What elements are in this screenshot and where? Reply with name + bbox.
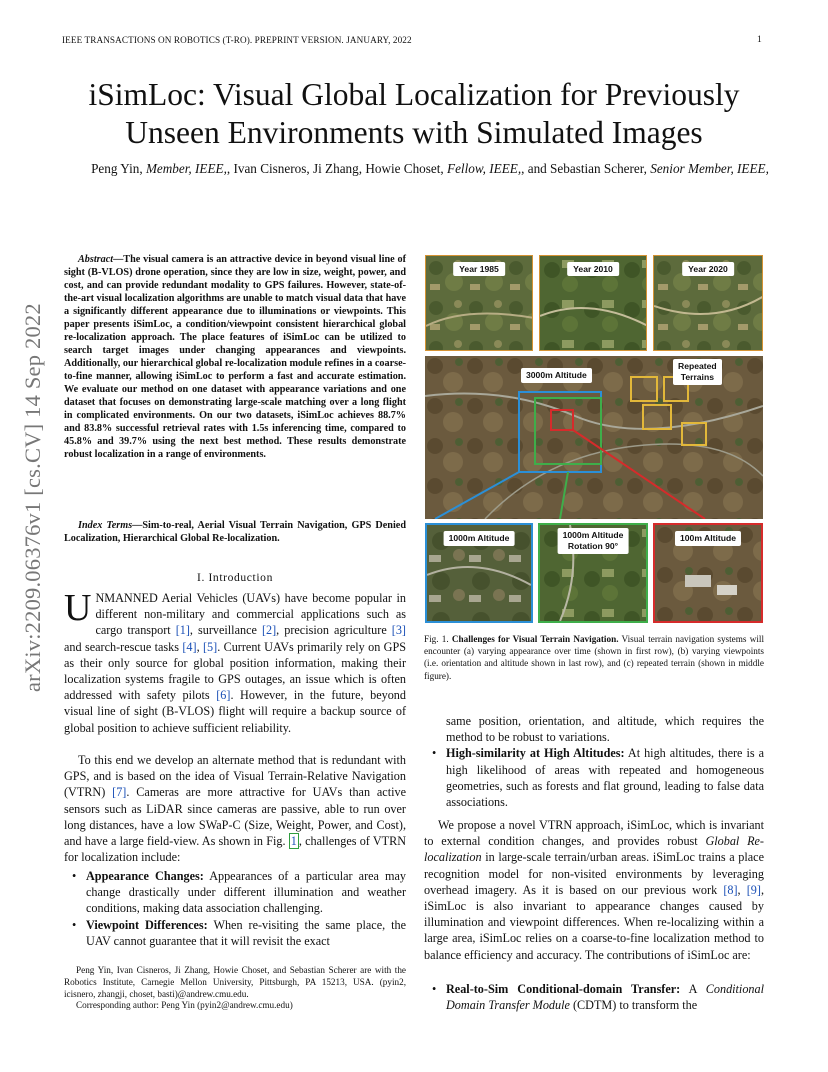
altitude-label-3000m: 3000m Altitude xyxy=(521,368,592,383)
author-role-3: Senior Member, IEEE, xyxy=(650,161,769,176)
text-run: , iSimLoc is also invariant to appearance changes caused by illumination and viewpoint differences. When re-localizing within a large area, iSimLoc relies on a coarse-to-fine localization method to balance efficiency and accuracy. The contributions of iSimLoc are: xyxy=(424,882,765,962)
tile-label-rotated xyxy=(558,528,629,554)
list-item xyxy=(424,745,764,810)
paper-title xyxy=(40,76,788,152)
footnote-corresponding: Corresponding author: Peng Yin (pyin2@andrew.cmu.edu) xyxy=(76,1000,293,1011)
text-run: NMANNED Aerial Vehicles (UAVs) have become popular in different non-military and commercial applications such as cargo transport xyxy=(95,591,406,638)
terrain-tile-1985 xyxy=(425,255,533,351)
contribution-list xyxy=(424,981,764,1013)
author-role-2: Fellow, IEEE, xyxy=(447,161,522,176)
repeated-label-line-1: Repeated xyxy=(678,361,717,371)
caption-bold: Challenges for Visual Terrain Navigation. xyxy=(451,634,619,644)
citation-link[interactable]: [3] xyxy=(391,623,406,638)
index-terms-text: —Sim-to-real, Aerial Visual Terrain Navigation, GPS Denied Localization, Hierarchical Global Re-localization. xyxy=(64,520,406,544)
list-item-heading: Appearance Changes: xyxy=(86,869,204,883)
index-terms xyxy=(64,519,406,545)
figure-ref-link[interactable]: 1 xyxy=(290,834,297,849)
text-run: , xyxy=(737,882,747,897)
abstract-lead: Abstract xyxy=(78,254,114,265)
list-item-heading: High-similarity at High Altitudes: xyxy=(446,746,625,761)
intro-paragraph-3 xyxy=(424,817,764,963)
text-run: , precision agriculture xyxy=(276,623,392,638)
author-role-1: Member, IEEE, xyxy=(145,161,227,176)
text-run: and search-rescue tasks xyxy=(64,639,183,654)
terrain-tile-100m xyxy=(653,523,763,623)
abstract-text: —The visual camera is an attractive device in beyond visual line of sight (B-VLOS) drone operation, since they are low in size, weight, power, and cost, and can provide redundant modality to GPS failures. However, state-of-the-art visual localization algorithms are unable to match visual data that have a significantly different appearance due to illuminations or viewpoints. This paper presents iSimLoc, a condition/viewpoint consistent hierarchical global re-localization approach. The place features of iSimLoc can be utilized to search target images under changing appearances and viewpoints. Additionally, our hierarchical global re-localization module refines in a coarse-to-fine manner, allowing iSimLoc to perform a fast and accurate estimation. We evaluate our method on one dataset with appearance variations and one dataset that focuses on demonstrating large-scale matching over a long flight in complicated environments. On our two datasets, iSimLoc achieves 88.7% and 83.8% successful retrieval rates with 1.5s inferencing time, compared to 45.8% and 39.7% using the next best method. These results demonstrate robust localization in a range of environments. xyxy=(64,254,406,460)
author-text-3: , and Sebastian Scherer, xyxy=(521,161,651,176)
citation-link[interactable]: [1] xyxy=(175,623,190,638)
caption-text: Visual terrain navigation systems will encounter (a) varying appearance over time (shown in first row), (b) varying viewpoints (i.e. orientation and altitude shown in last row), and (c) repeated terrain (shown in middle figure). xyxy=(424,634,764,681)
author-text-1: Peng Yin, xyxy=(91,161,146,176)
terrain-tile-1000m-rotated xyxy=(538,523,648,623)
index-terms-lead: Index Terms xyxy=(78,520,133,531)
terrain-tile-2020 xyxy=(653,255,763,351)
text-run: . Cameras are more attractive for UAVs than active sensors such as LiDAR since cameras are passive, able to run over long distances, have a low SWaP-C (Size, Weight, Power, and Cost), and have a large field-view. As shown in Fig. xyxy=(64,785,406,849)
text-run: . Current UAVs primarily rely on GPS as their only source for global position information, making their localization systems fragile to GPS outages, an issue which is often addressed with safety pilots xyxy=(64,639,407,703)
list-item-continuation xyxy=(424,713,764,745)
tile-label: 1000m Altitude xyxy=(444,531,515,546)
list-item-emphasis: Conditional Domain Transfer Module xyxy=(446,982,764,1013)
list-item xyxy=(64,868,406,917)
challenge-list xyxy=(64,868,406,949)
drop-cap: U xyxy=(64,587,92,629)
citation-link[interactable]: [8] xyxy=(723,882,738,897)
list-item-text: same position, orientation, and altitude, which requires the method to be robust to variations. xyxy=(446,714,764,745)
list-item-text: A xyxy=(680,982,706,996)
citation-link[interactable]: [7] xyxy=(112,785,127,800)
terrain-overview-3000m xyxy=(425,356,763,519)
citation-link[interactable]: [2] xyxy=(261,623,277,638)
text-run: We propose a novel VTRN approach, iSimLoc, which is invariant to external condition changes, and provides robust xyxy=(424,818,764,849)
text-run: , surveillance xyxy=(189,623,262,638)
list-item xyxy=(64,917,406,949)
terrain-tile-1000m xyxy=(425,523,533,623)
figure-1 xyxy=(425,255,763,623)
running-head: IEEE TRANSACTIONS ON ROBOTICS (T-RO). PREPRINT VERSION. JANUARY, 2022 xyxy=(62,35,412,45)
tile-label-line-1: 1000m Altitude xyxy=(562,530,624,540)
author-list xyxy=(90,160,770,178)
citation-link[interactable]: [5] xyxy=(202,639,218,654)
tile-label-line-2: Rotation 90° xyxy=(567,541,619,551)
tile-label: 100m Altitude xyxy=(675,531,741,546)
repeated-terrains-label xyxy=(673,359,722,385)
abstract xyxy=(64,253,406,461)
list-item-heading: Viewpoint Differences: xyxy=(86,917,208,932)
citation-link[interactable]: [9] xyxy=(746,882,761,897)
text-emphasis: Global Re-localization xyxy=(424,834,764,865)
text-run: . However, in the future, beyond visual line of sight (B-VLOS) flight will require a backup source of global position to achieve sufficient reliability. xyxy=(64,688,406,735)
text-run: , xyxy=(196,639,203,654)
arxiv-stamp xyxy=(20,292,50,692)
list-item xyxy=(424,981,764,1013)
figure-caption xyxy=(424,633,764,682)
list-item-text: Appearances of a particular area may change drastically under different illumination and weather conditions, making data association challenging. xyxy=(86,869,407,916)
tile-label: Year 2010 xyxy=(567,262,619,276)
list-item-text: When re-visiting the same place, the UAV cannot guarantee that it will revisit the exact xyxy=(86,917,406,948)
arxiv-stamp-text: arXiv:2209.06376v1 [cs.CV] 14 Sep 2022 xyxy=(20,303,45,692)
section-heading-introduction: I. Introduction xyxy=(197,571,273,584)
list-item-heading: Real-to-Sim Conditional-domain Transfer: xyxy=(446,982,681,996)
challenge-list-continued xyxy=(424,713,764,810)
tile-label: Year 1985 xyxy=(453,262,505,276)
footnote xyxy=(64,965,406,1012)
page-number: 1 xyxy=(757,35,762,45)
intro-paragraph-1 xyxy=(64,587,407,736)
text-run: To this end we develop an alternate method that is redundant with GPS, and is based on the idea of Visual Terrain-Relative Navigation (VTRN) xyxy=(64,753,406,800)
repeated-label-line-2: Terrains xyxy=(680,372,714,382)
citation-link[interactable]: [6] xyxy=(216,688,231,703)
text-run: in large-scale terrain/urban areas. iSimLoc trains a place recognition model for non-visited environments by leveraging overhead imagery. As it is based on our previous work xyxy=(424,850,764,897)
caption-lead: Fig. 1. xyxy=(424,634,452,644)
tile-label: Year 2020 xyxy=(682,262,734,276)
footnote-affiliation: Peng Yin, Ivan Cisneros, Ji Zhang, Howie Choset, and Sebastian Scherer are with the Robotics Institute, Carnegie Mellon University, Pittsburgh, PA 15213, USA. (pyin2, icisnero, zhangji, choset, basti)@andrew.cmu.edu. xyxy=(64,965,406,999)
text-run: , challenges of VTRN for localization include: xyxy=(64,834,407,865)
author-text-2: , Ivan Cisneros, Ji Zhang, Howie Choset, xyxy=(226,161,448,176)
intro-paragraph-2 xyxy=(64,752,406,865)
list-item-text: At high altitudes, there is a high likelihood of areas with repeated and homogeneous geometries, such as forests and flat ground, leading to false data associations. xyxy=(446,746,764,810)
list-item-text: (CDTM) to transform the xyxy=(569,998,698,1013)
title-line-2: Unseen Environments with Simulated Images xyxy=(125,115,703,150)
title-line-1: iSimLoc: Visual Global Localization for Previously xyxy=(88,77,740,112)
citation-link[interactable]: [4] xyxy=(182,639,197,654)
terrain-tile-2010 xyxy=(539,255,647,351)
